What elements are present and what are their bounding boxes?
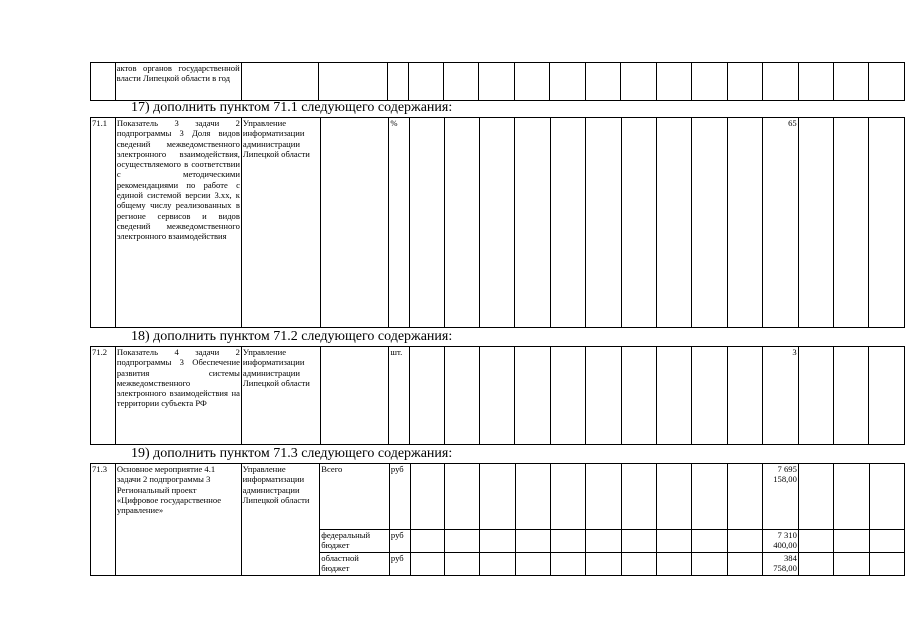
- funding-value: 7 695 158,00: [763, 464, 799, 530]
- table-71-3: [90, 463, 905, 576]
- top-fragment-text: актов органов государственной власти Липецкой области в год: [115, 63, 241, 101]
- unit: руб: [389, 553, 410, 576]
- top-fragment-table: [90, 62, 905, 101]
- heading-17: 17) дополнить пунктом 71.1 следующего содержания:: [131, 100, 453, 115]
- funding-value: 384 758,00: [763, 553, 799, 576]
- indicator-value: 65: [763, 118, 799, 328]
- indicator-name: Показатель 4 задачи 2 подпрограммы 3 Обеспечение развития системы межведомственного электронного взаимодействия на территории субъекта РФ: [115, 347, 241, 445]
- unit: %: [389, 118, 410, 328]
- indicator-value: 3: [763, 347, 798, 445]
- funding-value: 7 310 400,00: [763, 530, 799, 553]
- funding-source: областной бюджет: [320, 553, 390, 576]
- row-number: 71.2: [91, 347, 116, 445]
- unit: руб: [389, 530, 410, 553]
- executor: Управление информатизации администрации Липецкой области: [241, 464, 320, 576]
- row-number: 71.1: [91, 118, 116, 328]
- table-71-2: [90, 346, 905, 445]
- funding-source: федеральный бюджет: [320, 530, 390, 553]
- funding-source: Всего: [320, 464, 390, 530]
- executor: Управление информатизации администрации Липецкой области: [241, 118, 320, 328]
- cell-empty: [91, 63, 116, 101]
- unit: руб: [389, 464, 410, 530]
- measure-name: Основное мероприятие 4.1 задачи 2 подпрограммы 3 Региональный проект «Цифровое государственное управление»: [115, 464, 241, 576]
- unit: шт.: [389, 347, 410, 445]
- row-number: 71.3: [91, 464, 116, 576]
- heading-19: 19) дополнить пунктом 71.3 следующего содержания:: [131, 446, 453, 461]
- indicator-name: Показатель 3 задачи 2 подпрограммы 3 Доля видов сведений межведомственного электронного взаимодействия, осуществляемого в соответствии с методическими рекомендациями по работе с единой системой версии 3.хх, к общему числу реализованных в регионе сервисов и видов сведений межведомственного электронного взаимодействия: [115, 118, 241, 328]
- heading-18: 18) дополнить пунктом 71.2 следующего содержания:: [131, 329, 453, 344]
- executor: Управление информатизации администрации Липецкой области: [241, 347, 320, 445]
- table-71-1: [90, 117, 905, 328]
